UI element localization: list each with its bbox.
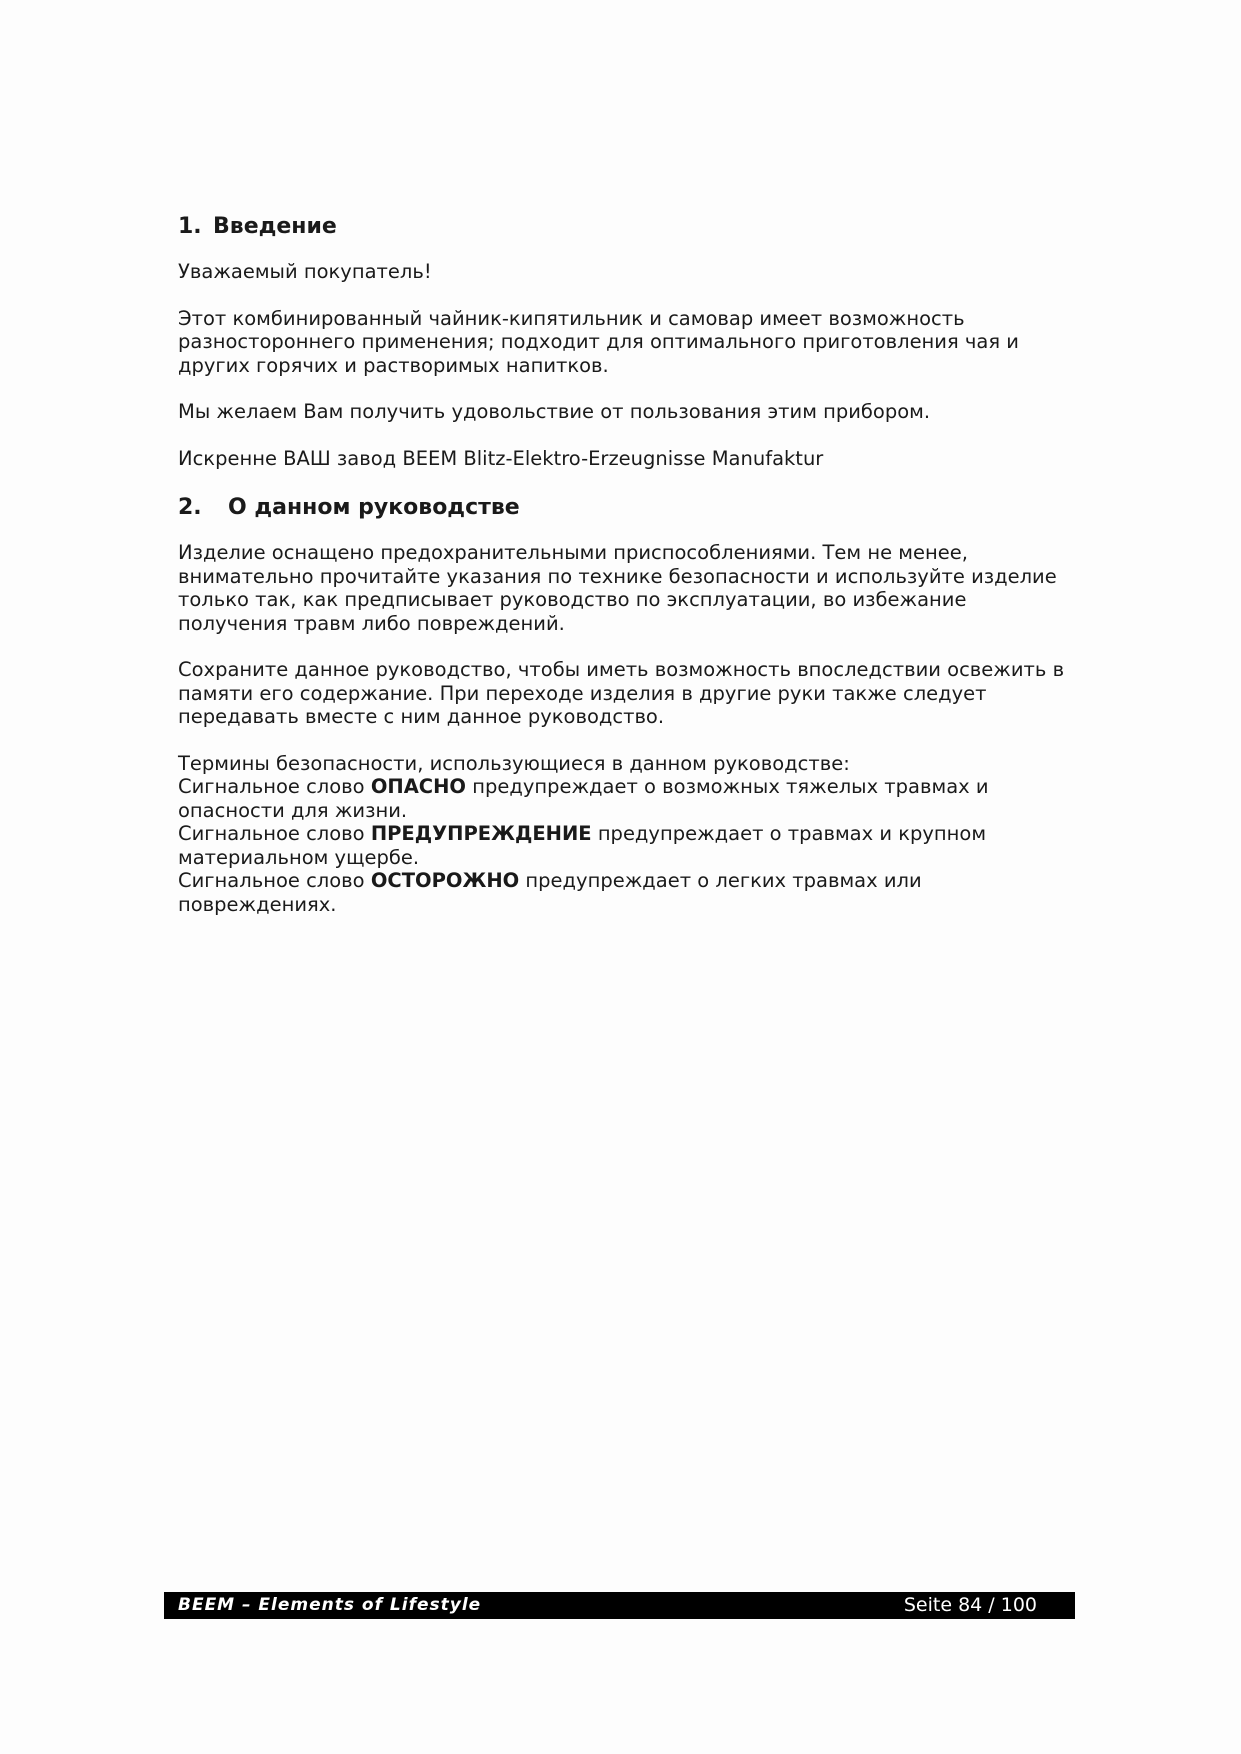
safety-line-4: получения травм либо повреждений. (178, 611, 565, 635)
intro-paragraph (178, 307, 1078, 378)
section-1-number: 1. (178, 214, 202, 239)
safety-line-3: только так, как предписывает руководство по эксплуатации, во избежание (178, 588, 967, 611)
intro-line-1: Этот комбинированный чайник-кипятильник и самовар имеет возможность (178, 306, 965, 330)
caution-word: ОСТОРОЖНО (370, 869, 520, 892)
page-footer (164, 1592, 1075, 1619)
section-2-title: О данном руководстве (228, 495, 520, 520)
terms-intro: Термины безопасности, использующиеся в данном руководстве: (178, 751, 850, 775)
footer-brand: BEEM – Elements of Lifestyle (178, 1595, 482, 1615)
caution-text: предупреждает о легких травмах или повреждениях. (178, 869, 922, 916)
danger-text-1: предупреждает о возможных тяжелых травмах и (472, 775, 989, 798)
section-1-title: Введение (213, 214, 337, 239)
page-content (178, 212, 1078, 916)
keep-line-2: памяти его содержание. При переходе изделия в другие руки также следует (178, 681, 987, 705)
signature: Искренне ВАШ завод BEEM Blitz-Elektro-Erzeugnisse Manufaktur (178, 446, 824, 470)
safety-line-1: Изделие оснащено предохранительными приспособлениями. Тем не менее, (178, 541, 968, 564)
keep-manual-paragraph (178, 658, 1078, 729)
greeting: Уважаемый покупатель! (178, 260, 432, 283)
signal-prefix: Сигнальное слово (178, 869, 365, 892)
warning-word: ПРЕДУПРЕЖДЕНИЕ (370, 822, 592, 845)
danger-text-2: опасности для жизни. (178, 798, 408, 822)
signal-prefix: Сигнальное слово (178, 775, 365, 798)
warning-text-2: материальном ущербе. (178, 845, 420, 869)
warning-text-1: предупреждает о травмах и крупном (597, 822, 987, 845)
section-1-heading (178, 212, 1078, 242)
intro-line-2: разностороннего применения; подходит для оптимального приготовления чая и (178, 330, 1019, 353)
safety-paragraph (178, 541, 1078, 635)
danger-word: ОПАСНО (370, 775, 467, 798)
page-number: Seite 84 / 100 (903, 1594, 1037, 1616)
keep-line-1: Сохраните данное руководство, чтобы иметь возможность впоследствии освежить в (178, 658, 1065, 681)
keep-line-3: передавать вместе с ним данное руководство. (178, 705, 665, 728)
safety-line-2: внимательно прочитайте указания по технике безопасности и используйте изделие (178, 564, 1057, 588)
section-2-number: 2. (178, 495, 202, 520)
wish-paragraph: Мы желаем Вам получить удовольствие от пользования этим прибором. (178, 400, 931, 423)
intro-line-3: других горячих и растворимых напитков. (178, 353, 609, 377)
terms-paragraph (178, 752, 1078, 917)
section-2-heading (178, 493, 1078, 523)
signal-prefix: Сигнальное слово (178, 822, 365, 845)
